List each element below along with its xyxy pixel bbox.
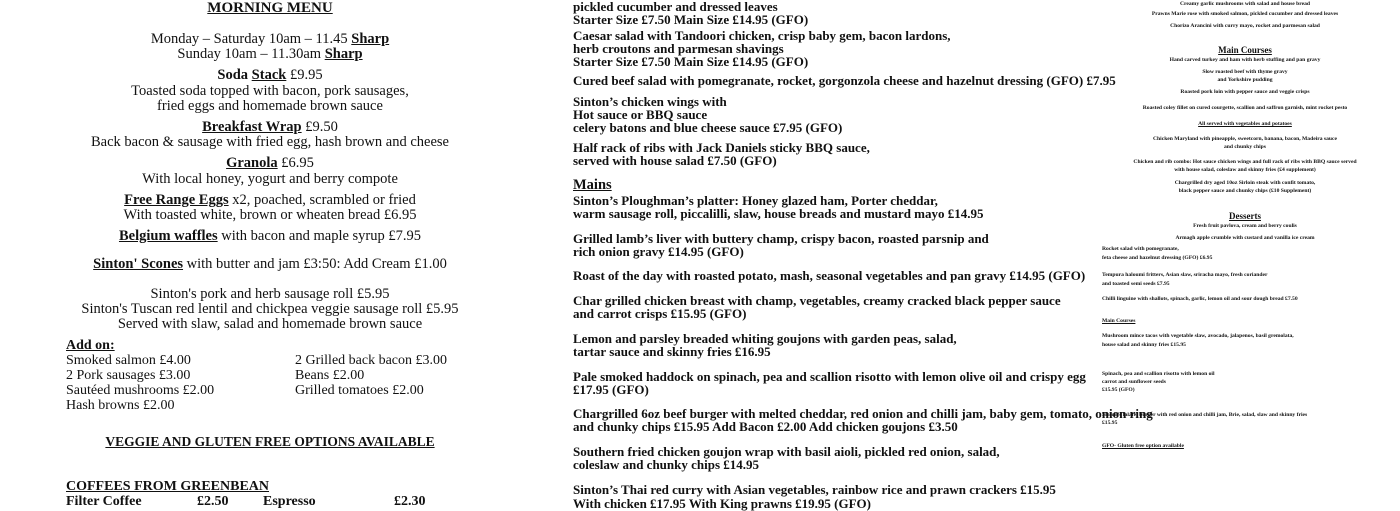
menu-line: Roasted pork loin with pepper sauce and veggie crisps — [1180, 89, 1310, 95]
menu-line: and carrot crisps £15.95 (GFO) — [573, 306, 747, 321]
menu-line: and toasted semi seeds £7.95 — [1102, 281, 1170, 287]
menu-line: house salad and skinny fries £15.95 — [1102, 342, 1186, 348]
menu-line: Tempura haloumi fritters, Asian slaw, sriracha mayo, fresh coriander — [1102, 272, 1268, 278]
menu-line: Sinton’s Thai red curry with Asian vegetables, rainbow rice and prawn crackers £15.95 — [573, 482, 1056, 497]
add-on-item: Hash browns £2.00 — [66, 398, 175, 413]
menu-line: feta cheese and hazelnut dressing (GFO) £6.95 — [1102, 255, 1213, 261]
scones-heading — [60, 257, 480, 272]
menu-line: Chicken and rib combo: Hot sauce chicken wings and full rack of ribs with BBQ sauce served — [1133, 159, 1357, 165]
hours-weekday — [60, 32, 480, 47]
item-name: Breakfast Wrap — [202, 119, 302, 135]
menu-line: Rocket salad with pomegranate, — [1102, 246, 1179, 252]
item-desc: Sinton's Tuscan red lentil and chickpea veggie sausage roll £5.95 — [81, 301, 459, 317]
item-name: Stack — [251, 67, 287, 83]
menu-line: Caesar salad with Tandoori chicken, crisp baby gem, bacon lardons, — [573, 28, 951, 43]
menu-line: and chunky chips — [1224, 144, 1266, 150]
add-on-title: Add on: — [66, 338, 115, 353]
menu-line: Hot sauce or BBQ sauce — [573, 107, 708, 122]
menu-line: Hand carved turkey and ham with herb stuffing and pan gravy — [1169, 57, 1321, 63]
sharp-label: Sharp — [324, 46, 363, 62]
menu-line: Creamy garlic mushrooms with salad and house bread — [1179, 1, 1311, 7]
menu-line: Sinton’s Ploughman’s platter: Honey glazed ham, Porter cheddar, — [573, 193, 938, 208]
item-price: £9.50 — [301, 119, 338, 135]
gfo-note: GFO- Gluten free option available — [1102, 443, 1184, 449]
item-desc: x2, poached, scrambled or fried — [228, 192, 416, 208]
menu-line: pickled cucumber and dressed leaves — [573, 0, 778, 14]
menu-line: Chargrilled dry aged 10oz Sirloin steak with confit tomato, — [1174, 180, 1316, 186]
menu-line: With chicken £17.95 With King prawns £19.95 (GFO) — [573, 496, 871, 511]
add-on-item: Beans £2.00 — [295, 368, 365, 383]
menu-line: and chunky chips £15.95 Add Bacon £2.00 Add chicken goujons £3.50 — [573, 419, 958, 434]
item-price: £6.95 — [277, 155, 314, 171]
hours-text: Monday – Saturday 10am – 11.45 — [150, 31, 352, 47]
coffee-price: £2.30 — [394, 494, 426, 509]
waffles-heading — [60, 229, 480, 244]
coffee-item: Filter Coffee — [66, 494, 142, 509]
menu-line: Grilled lamb’s liver with buttery champ, crispy bacon, roasted parsnip and — [573, 231, 989, 246]
menu-line: with house salad, coleslaw and skinny fries (£4 supplement) — [1174, 167, 1316, 173]
menu-line: Roasted coley fillet on cured courgette, scallion and saffron garnish, mint rocket pesto — [1142, 105, 1348, 111]
granola-heading — [60, 156, 480, 171]
item-desc: Sinton's pork and herb sausage roll £5.95 — [150, 286, 390, 302]
menu-line: Char grilled chicken breast with champ, vegetables, creamy cracked black pepper sauce — [573, 293, 1061, 308]
menu-line: All served with vegetables and potatoes — [1198, 121, 1292, 127]
veggie-main-heading: Main Courses — [1102, 318, 1136, 324]
item-name: Soda — [217, 67, 252, 83]
add-on-item: Smoked salmon £4.00 — [66, 353, 191, 368]
menu-line: £15.95 — [1102, 420, 1118, 426]
menu-line: warm sausage roll, piccalilli, slaw, house breads and mustard mayo £14.95 — [573, 206, 984, 221]
hours-text: Sunday 10am – 11.30am — [177, 46, 325, 62]
item-desc: With toasted white, brown or wheaten bread £6.95 — [123, 207, 417, 223]
menu-line: £15.95 (GFO) — [1102, 387, 1135, 393]
hours-sunday — [60, 47, 480, 62]
menu-line: coleslaw and chunky chips £14.95 — [573, 457, 760, 472]
menu-line: rich onion gravy £14.95 (GFO) — [573, 244, 744, 259]
menu-line: Chorizo Arancini with curry mayo, rocket and parmesan salad — [1170, 23, 1320, 29]
menu-title: MORNING MENU — [207, 0, 333, 16]
menu-line: Starter Size £7.50 Main Size £14.95 (GFO) — [573, 12, 809, 27]
menu-line: tartar sauce and skinny fries £16.95 — [573, 344, 771, 359]
menu-line: carrot and sunflower seeds — [1102, 379, 1166, 385]
menu-line: Lemon and parsley breaded whiting goujons with garden peas, salad, — [573, 331, 957, 346]
item-name: Granola — [226, 155, 278, 171]
menu-line: served with house salad £7.50 (GFO) — [573, 153, 777, 168]
menu-line: Roast of the day with roasted potato, mash, seasonal vegetables and pan gravy £14.95 (GFO) — [573, 268, 1086, 283]
item-desc: Served with slaw, salad and homemade brown sauce — [117, 316, 423, 332]
menu-line: Chicken Maryland with pineapple, sweetcorn, banana, bacon, Madeira sauce — [1153, 136, 1337, 142]
item-desc: With local honey, yogurt and berry compote — [142, 171, 398, 187]
item-name: Belgium waffles — [118, 228, 218, 244]
wrap-heading — [60, 120, 480, 135]
menu-line: Fresh fruit pavlova, cream and berry coulis — [1193, 223, 1297, 229]
coffee-title: COFFEES FROM GREENBEAN — [66, 479, 270, 494]
menu-line: Chilli linguine with shallots, spinach, garlic, lemon oil and sour dough bread £7.50 — [1102, 296, 1298, 302]
desserts-heading: Desserts — [1229, 211, 1261, 221]
item-desc: fried eggs and homemade brown sauce — [157, 98, 383, 114]
add-on-item: Sautéed mushrooms £2.00 — [66, 383, 215, 398]
menu-line: Sinton’s falafel burger with red onion and chilli jam, Brie, salad, slaw and skinny fries — [1102, 412, 1308, 418]
coffee-price: £2.50 — [197, 494, 229, 509]
menu-line: Pale smoked haddock on spinach, pea and scallion risotto with lemon olive oil and crispy egg — [573, 369, 1086, 384]
menu-line: Slow roasted beef with thyme gravy — [1202, 69, 1288, 75]
item-name: Sinton' Scones — [93, 256, 184, 272]
item-desc: Toasted soda topped with bacon, pork sausages, — [131, 83, 409, 99]
menu-line: herb croutons and parmesan shavings — [573, 41, 784, 56]
menu-line: Spinach, pea and scallion risotto with lemon oil — [1102, 371, 1215, 377]
coffee-item: Espresso — [263, 494, 316, 509]
menu-line: Half rack of ribs with Jack Daniels sticky BBQ sauce, — [573, 140, 870, 155]
menu-line: Sinton’s chicken wings with — [573, 94, 727, 109]
mains-heading: Mains — [573, 177, 612, 193]
main-courses-heading: Main Courses — [1218, 45, 1272, 55]
menu-line: celery batons and blue cheese sauce £7.95 (GFO) — [573, 120, 843, 135]
item-desc: with butter and jam £3:50: Add Cream £1.00 — [183, 256, 447, 272]
veggie-notice: VEGGIE AND GLUTEN FREE OPTIONS AVAILABLE — [105, 434, 435, 449]
add-on-item: Grilled tomatoes £2.00 — [295, 383, 424, 398]
sharp-label: Sharp — [351, 31, 390, 47]
menu-line: Armagh apple crumble with custard and vanilla ice cream — [1175, 235, 1315, 241]
menu-line: £17.95 (GFO) — [573, 382, 649, 397]
menu-line: and Yorkshire pudding — [1217, 77, 1273, 83]
menu-line: Southern fried chicken goujon wrap with basil aioli, pickled red onion, salad, — [573, 444, 1000, 459]
add-on-item: 2 Grilled back bacon £3.00 — [295, 353, 448, 368]
item-price: £9.95 — [286, 67, 323, 83]
menu-line: Prawns Marie rose with smoked salmon, pickled cucumber and dressed leaves — [1151, 11, 1339, 17]
eggs-heading — [60, 193, 480, 208]
menu-line: black pepper sauce and chunky chips (£10 Supplement) — [1178, 188, 1312, 194]
soda-stack-heading — [60, 68, 480, 83]
menu-line: Cured beef salad with pomegranate, rocket, gorgonzola cheese and hazelnut dressing (GFO) £7.95 — [573, 73, 1116, 88]
menu-line: Mushroom mince tacos with vegetable slaw, avocado, jalapenos, basil gremolata, — [1102, 333, 1294, 339]
item-desc: Back bacon & sausage with fried egg, hash brown and cheese — [91, 134, 449, 150]
add-on-item: 2 Pork sausages £3.00 — [66, 368, 191, 383]
menu-line: Chargrilled 6oz beef burger with melted cheddar, red onion and chilli jam, baby gem, tomato, onion ring — [573, 406, 1153, 421]
menu-line: Starter Size £7.50 Main Size £14.95 (GFO) — [573, 54, 809, 69]
item-desc: with bacon and maple syrup £7.95 — [217, 228, 422, 244]
item-name: Free Range Eggs — [124, 192, 229, 208]
